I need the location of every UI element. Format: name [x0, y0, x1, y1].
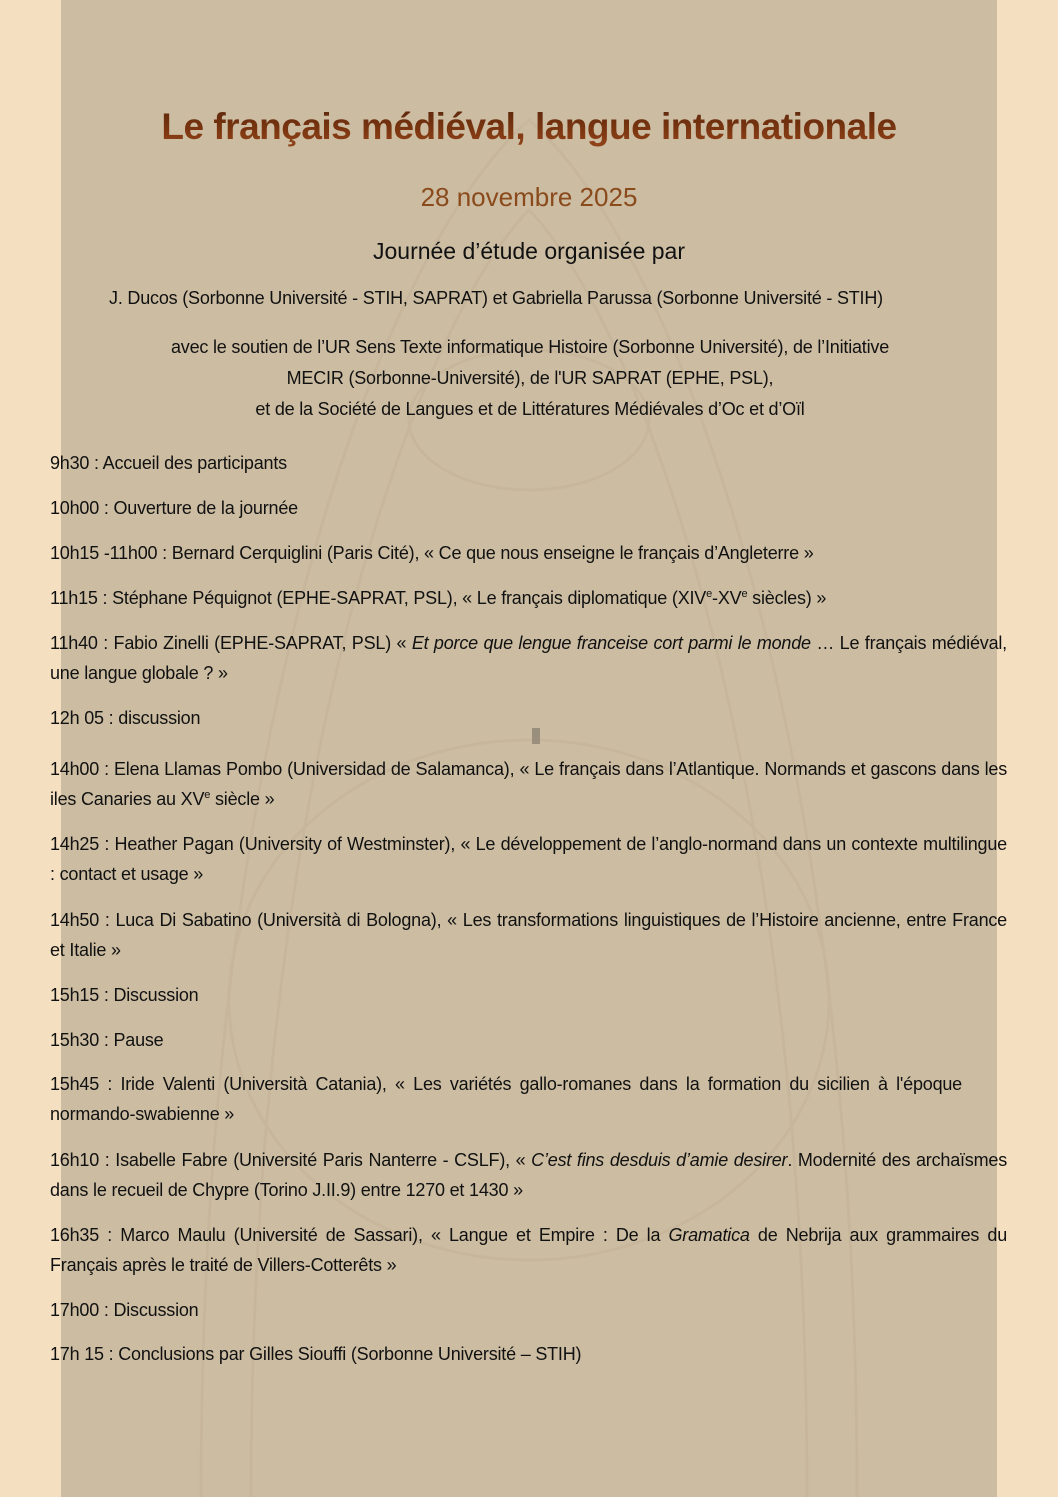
program-item: 14h00 : Elena Llamas Pombo (Universidad de Salamanca), « Le français dans l’Atlantique. Normands et gascons dans les iles Canaries au XVe siècle » — [50, 759, 1007, 809]
program-item: 14h50 : Luca Di Sabatino (Università di Bologna), « Les transformations linguistiques de l’Histoire ancienne, entre France et Italie » — [50, 910, 1007, 960]
organisers: J. Ducos (Sorbonne Université - STIH, SAPRAT) et Gabriella Parussa (Sorbonne Université - STIH) — [109, 288, 883, 308]
page-marker — [532, 728, 540, 744]
program-item: 15h15 : Discussion — [50, 985, 199, 1005]
program-item: 10h00 : Ouverture de la journée — [50, 498, 298, 518]
program-item: 16h10 : Isabelle Fabre (Université Paris Nanterre - CSLF), « C’est fins desduis d’amie desirer. Modernité des archaïsmes dans le recueil de Chypre (Torino J.II.9) entre 1270 et 1430 » — [50, 1150, 1008, 1200]
program-item: 9h30 : Accueil des participants — [50, 453, 287, 473]
program-item: 14h25 : Heather Pagan (University of Westminster), « Le développement de l’anglo-normand dans un contexte multilingue : contact et usage » — [50, 834, 1007, 884]
support-line: avec le soutien de l’UR Sens Texte informatique Histoire (Sorbonne Université), de l’Initiative — [170, 337, 890, 357]
program-item: 12h 05 : discussion — [50, 708, 201, 728]
program-item: 17h 15 : Conclusions par Gilles Siouffi (Sorbonne Université – STIH) — [50, 1344, 582, 1364]
support-line: MECIR (Sorbonne-Université), de l'UR SAPRAT (EPHE, PSL), — [286, 368, 774, 388]
page-title: Le français médiéval, langue internationale — [0, 106, 1058, 148]
program-item: 11h15 : Stéphane Péquignot (EPHE-SAPRAT, PSL), « Le français diplomatique (XIVe-XVe siècles) » — [50, 588, 827, 608]
support-statement — [80, 332, 980, 425]
program-item: 15h30 : Pause — [50, 1030, 164, 1050]
program-item: 17h00 : Discussion — [50, 1300, 199, 1320]
program-item: 11h40 : Fabio Zinelli (EPHE-SAPRAT, PSL) « Et porce que lengue franceise cort parmi le monde … Le français médiéval, une langue globale ? » — [50, 633, 1007, 683]
program-item: 10h15 -11h00 : Bernard Cerquiglini (Paris Cité), « Ce que nous enseigne le français d’Angleterre » — [50, 543, 814, 563]
event-date: 28 novembre 2025 — [420, 182, 638, 212]
organised-by-heading: Journée d’étude organisée par — [372, 238, 685, 264]
program-item: 16h35 : Marco Maulu (Université de Sassari), « Langue et Empire : De la Gramatica de Nebrija aux grammaires du Français après le traité de Villers-Cotterêts » — [50, 1225, 1008, 1275]
program-item: 15h45 : Iride Valenti (Università Catania), « Les variétés gallo-romanes dans la formation du sicilien à l'époque normando-swabienne » — [50, 1074, 962, 1124]
support-line: et de la Société de Langues et de Littératures Médiévales d’Oc et d’Oïl — [255, 399, 805, 419]
